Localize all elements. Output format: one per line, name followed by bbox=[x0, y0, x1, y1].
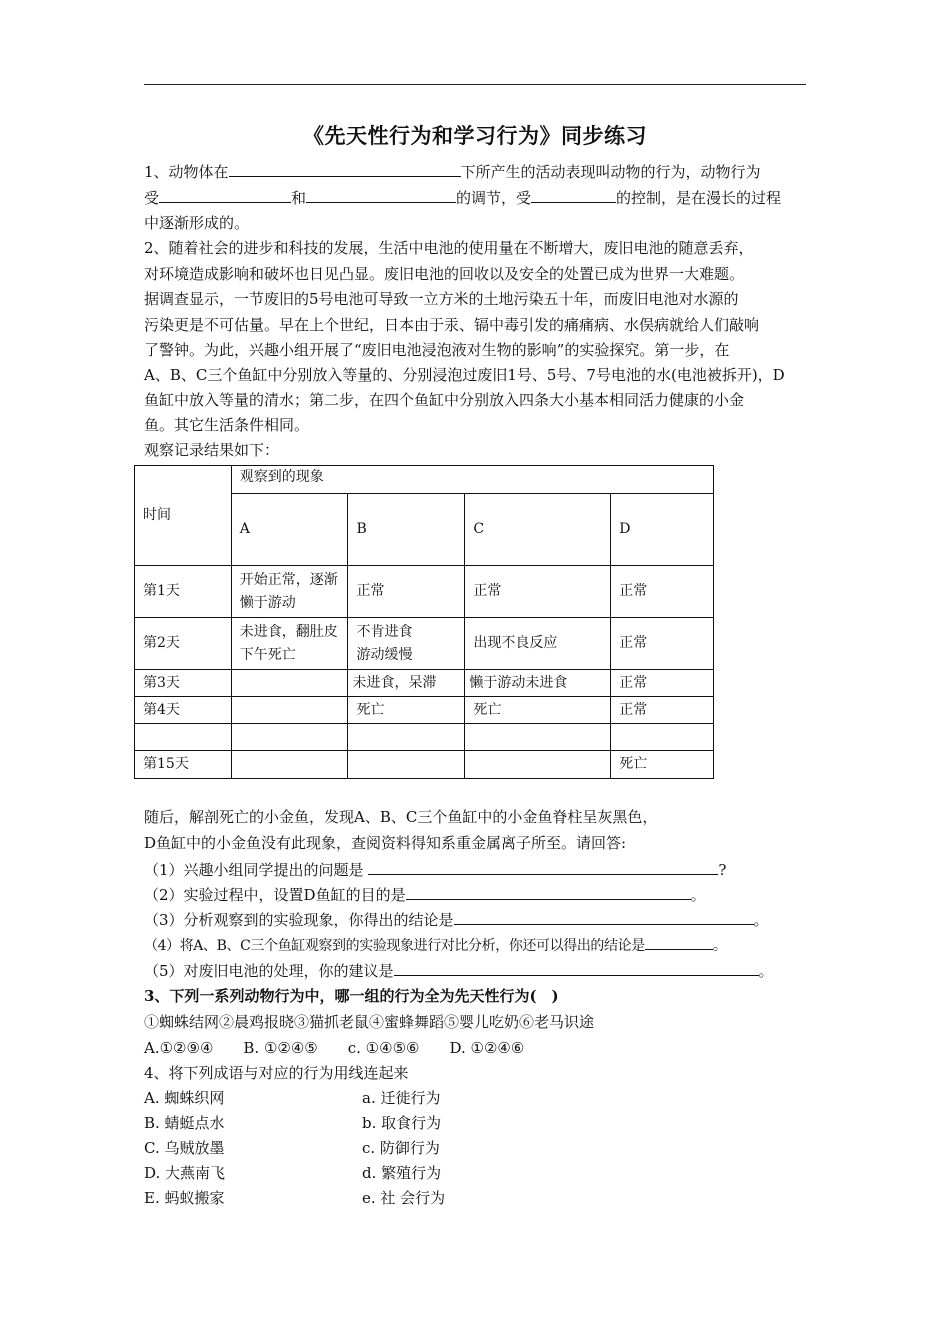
table-col-c: C bbox=[465, 494, 611, 566]
q4-right-item: e. 社 会行为 bbox=[362, 1189, 446, 1207]
answer-blank[interactable] bbox=[368, 856, 718, 875]
table-cell bbox=[611, 724, 714, 751]
q4-left-item: A. 蜘蛛织网 bbox=[144, 1089, 225, 1107]
q4-right-item: c. 防御行为 bbox=[362, 1139, 440, 1157]
table-cell: 死亡 bbox=[611, 751, 714, 779]
table-cell: 正常 bbox=[611, 566, 714, 618]
q2-after-line-2: D鱼缸中的小金鱼没有此现象，查阅资料得知系重金属离子所至。请回答: bbox=[144, 834, 627, 852]
sub-question-text: （3）分析观察到的实验现象，你得出的结论是 bbox=[144, 911, 454, 929]
table-cell: 正常 bbox=[465, 566, 611, 618]
table-cell: 未进食，翻肚皮下午死亡 bbox=[231, 618, 348, 670]
q1-line-2 bbox=[144, 184, 781, 211]
table-row bbox=[135, 670, 714, 697]
table-cell: 死亡 bbox=[465, 697, 611, 724]
observe-label: 观察记录结果如下： bbox=[144, 441, 280, 459]
table-row bbox=[135, 618, 714, 670]
sub-question-end: 。 bbox=[712, 938, 727, 954]
q4-left-item: D. 大燕南飞 bbox=[144, 1164, 226, 1182]
q4-right-item: d. 繁殖行为 bbox=[362, 1164, 442, 1182]
q4-left-item: B. 蜻蜓点水 bbox=[144, 1114, 225, 1132]
sub-question-text: （1）兴趣小组同学提出的问题是 bbox=[144, 861, 369, 879]
q2-para-line: 污染更是不可估量。早在上个世纪，日本由于汞、镉中毒引发的痛痛病、水俣病就给人们敲响 bbox=[144, 316, 760, 334]
q3-stem: 3、下列一系列动物行为中，哪一组的行为全为先天性行为( ) bbox=[144, 987, 559, 1005]
q2-para-line: 对环境造成影响和破坏也日见凸显。废旧电池的回收以及安全的处置已成为世界一大难题。 bbox=[144, 265, 745, 283]
answer-blank[interactable] bbox=[159, 184, 291, 203]
q1-line-1 bbox=[144, 158, 761, 185]
q1-line-3: 中逐渐形成的。 bbox=[144, 214, 250, 232]
q1-text: 下所产生的活动表现叫动物的行为，动物行为 bbox=[460, 163, 761, 181]
table-cell: 不肯进食 游动缓慢 bbox=[348, 618, 465, 670]
table-cell bbox=[465, 751, 611, 779]
table-col-d: D bbox=[611, 494, 714, 566]
q1-text: 1、动物体在 bbox=[144, 163, 229, 181]
table-row bbox=[135, 566, 714, 618]
table-cell: 正常 bbox=[611, 670, 714, 697]
answer-blank[interactable] bbox=[531, 184, 616, 203]
q2-para-line: A、B、C三个鱼缸中分别放入等量的、分别浸泡过废旧1号、5号、7号电池的水(电池被拆开)，D bbox=[144, 366, 785, 384]
table-col-b: B bbox=[348, 494, 465, 566]
sub-question-end: 。 bbox=[690, 886, 706, 904]
answer-blank[interactable] bbox=[406, 881, 691, 900]
table-cell: 正常 bbox=[611, 618, 714, 670]
q2-para-line: 鱼缸中放入等量的清水；第二步，在四个鱼缸中分别放入四条大小基本相同活力健康的小金 bbox=[144, 391, 745, 409]
table-cell bbox=[231, 670, 348, 697]
q1-text: 的控制，是在漫长的过程 bbox=[616, 189, 782, 207]
q2-after-line-1: 随后，解剖死亡的小金鱼，发现A、B、C三个鱼缸中的小金鱼脊柱呈灰黑色， bbox=[144, 808, 658, 826]
q1-text: 的调节，受 bbox=[456, 189, 532, 207]
q4-left-item: C. 乌贼放墨 bbox=[144, 1139, 225, 1157]
q2-para-line: 了警钟。为此，兴趣小组开展了“废旧电池浸泡液对生物的影响”的实验探究。第一步，在 bbox=[144, 341, 730, 359]
q2-sub-5 bbox=[144, 957, 774, 984]
table-cell-day bbox=[135, 724, 232, 751]
table-cell-day: 第2天 bbox=[135, 618, 232, 670]
sub-question-text: （4）将A、B、C三个鱼缸观察到的实验现象进行对比分析，你还可以得出的结论是 bbox=[144, 938, 645, 954]
q2-para-line: 鱼。其它生活条件相同。 bbox=[144, 416, 310, 434]
table-cell: 懒于游动未进食 bbox=[465, 670, 611, 697]
table-cell-day: 第3天 bbox=[135, 670, 232, 697]
sub-question-end: 。 bbox=[758, 962, 774, 980]
page-title: 《先天性行为和学习行为》同步练习 bbox=[303, 124, 647, 148]
q3-items: ①蜘蛛结网②晨鸡报晓③猫抓老鼠④蜜蜂舞蹈⑤婴儿吃奶⑥老马识途 bbox=[144, 1013, 595, 1031]
table-cell bbox=[348, 724, 465, 751]
table-col-a: A bbox=[231, 494, 348, 566]
q2-sub-2 bbox=[144, 881, 706, 908]
table-cell-day: 第4天 bbox=[135, 697, 232, 724]
q1-text: 受 bbox=[144, 189, 160, 207]
table-cell bbox=[231, 751, 348, 779]
answer-blank[interactable] bbox=[306, 184, 456, 203]
q4-stem: 4、将下列成语与对应的行为用线连起来 bbox=[144, 1064, 409, 1082]
table-row bbox=[135, 751, 714, 779]
observation-table bbox=[134, 465, 714, 779]
q4-left-item: E. 蚂蚁搬家 bbox=[144, 1189, 225, 1207]
table-cell bbox=[231, 697, 348, 724]
answer-blank[interactable] bbox=[645, 931, 713, 950]
header-rule bbox=[144, 84, 806, 85]
table-cell bbox=[465, 724, 611, 751]
q1-text: 和 bbox=[291, 189, 307, 207]
table-cell bbox=[348, 751, 465, 779]
table-cell: 死亡 bbox=[348, 697, 465, 724]
q2-sub-1 bbox=[144, 856, 726, 883]
sub-question-end: 。 bbox=[753, 911, 769, 929]
table-header-time: 时间 bbox=[135, 466, 232, 566]
table-cell bbox=[231, 724, 348, 751]
table-header-phenomena: 观察到的现象 bbox=[231, 466, 713, 494]
q4-right-item: b. 取食行为 bbox=[362, 1114, 442, 1132]
q3-options: A.①②⑨④ B. ①②④⑤ c. ①④⑤⑥ D. ①②④⑥ bbox=[144, 1039, 525, 1057]
answer-blank[interactable] bbox=[229, 158, 461, 177]
q2-para-line: 据调查显示，一节废旧的5号电池可导致一立方米的土地污染五十年，而废旧电池对水源的 bbox=[144, 290, 739, 308]
table-row bbox=[135, 724, 714, 751]
sub-question-text: （5）对废旧电池的处理，你的建议是 bbox=[144, 962, 394, 980]
sub-question-text: （2）实验过程中，设置D鱼缸的目的是 bbox=[144, 886, 406, 904]
table-cell-day: 第15天 bbox=[135, 751, 232, 779]
q2-sub-4 bbox=[144, 931, 726, 959]
q2-para-line: 2、随着社会的进步和科技的发展，生活中电池的使用量在不断增大，废旧电池的随意丢弃， bbox=[144, 239, 754, 257]
table-cell: 正常 bbox=[348, 566, 465, 618]
table-cell: 开始正常，逐渐懒于游动 bbox=[231, 566, 348, 618]
answer-blank[interactable] bbox=[454, 906, 754, 925]
table-row bbox=[135, 697, 714, 724]
sub-question-end: ? bbox=[718, 861, 727, 879]
answer-blank[interactable] bbox=[394, 957, 759, 976]
q4-right-item: a. 迁徙行为 bbox=[362, 1089, 441, 1107]
table-cell-day: 第1天 bbox=[135, 566, 232, 618]
table-cell: 出现不良反应 bbox=[465, 618, 611, 670]
table-cell: 正常 bbox=[611, 697, 714, 724]
q2-sub-3 bbox=[144, 906, 769, 933]
table-cell: 未进食，呆滞 bbox=[348, 670, 465, 697]
